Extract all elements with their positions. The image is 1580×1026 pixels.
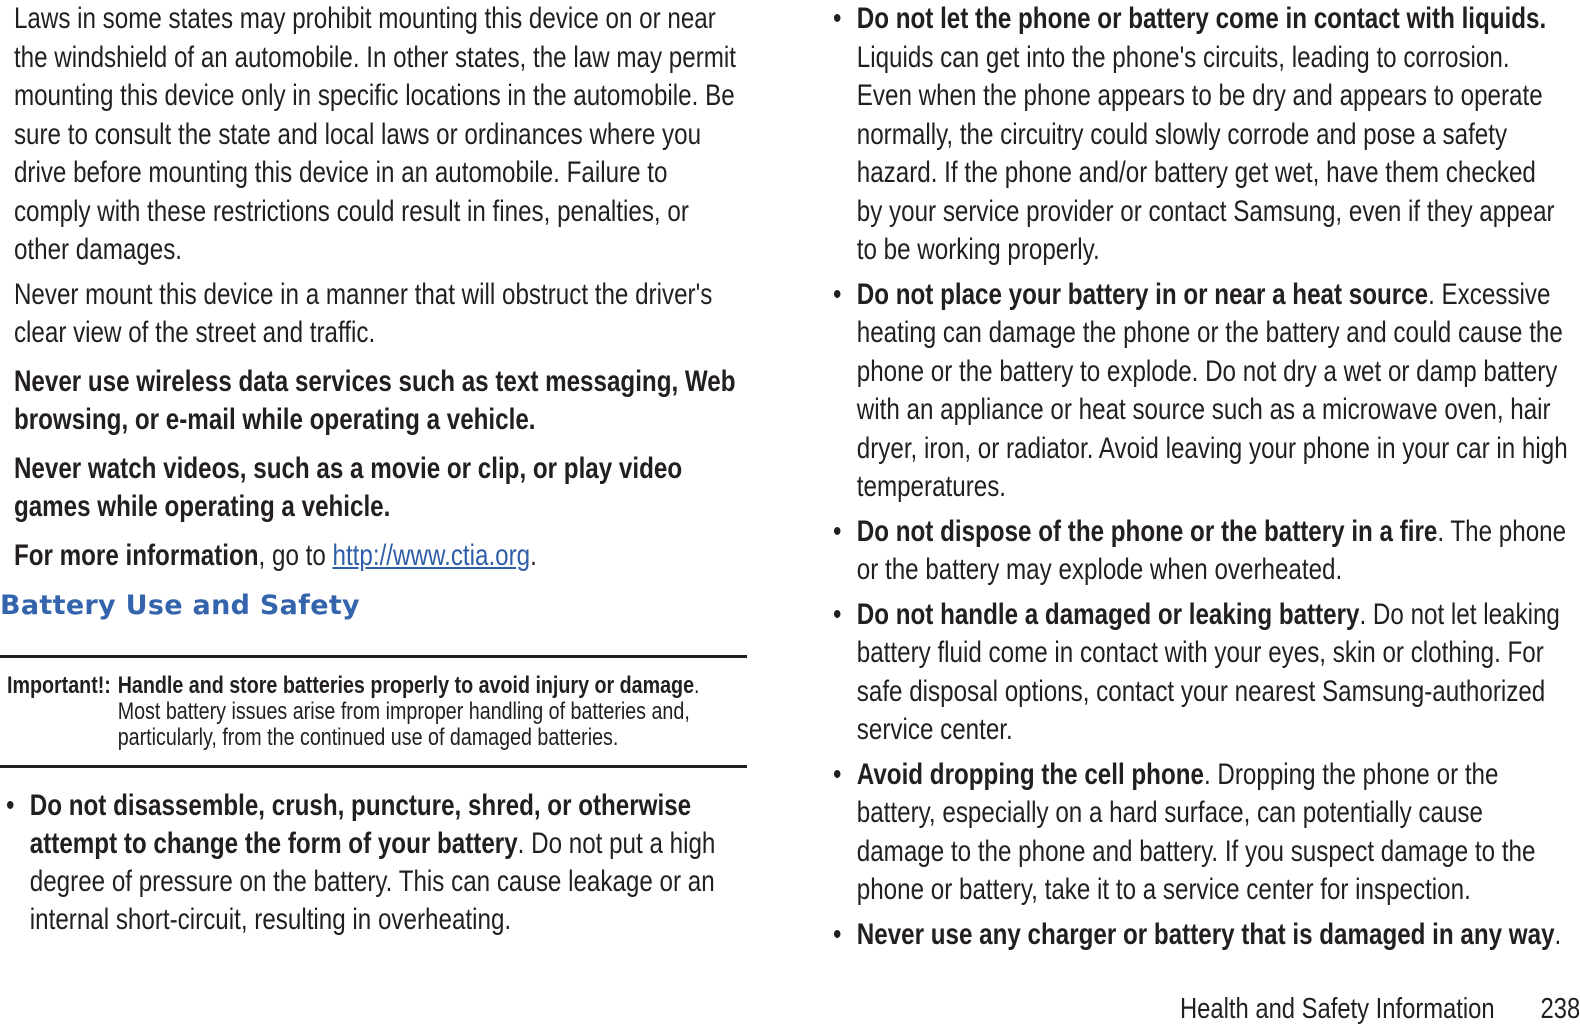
warning-wireless-data-text: Never use wireless data services such as text messaging, Web browsing, or e-mail while operating a vehicle. (13, 364, 736, 436)
bullet-text: . Excessive heating can damage the phone or the battery and could cause the phone or the battery to explode. Do not dry a wet or damp battery with an appliance or heat source such as a microwave oven, hair dryer, iron, or radiator. Avoid leaving your phone in your car in high temperatures. (856, 277, 1568, 503)
bullet-bold-text: Do not disassemble, crush, puncture, shred, or otherwise attempt to change the form of your battery (29, 789, 692, 860)
important-note (7, 673, 729, 751)
bullet-bold-text: Never use any charger or battery that is damaged in any way (856, 917, 1555, 951)
more-information-period: . (530, 538, 537, 572)
bullet-bold-text: Avoid dropping the cell phone (856, 757, 1204, 791)
note-top-rule (0, 655, 747, 658)
left-text-block (0, 0, 738, 575)
ctia-link[interactable]: http://www.ctia.org (332, 538, 531, 572)
bullet-text: . Do not put a high degree of pressure on the battery. This can cause leakage or an internal short-circuit, resulting in overheating. (29, 827, 716, 936)
note-label: Important!: (7, 672, 111, 699)
bullet-text: . The phone or the battery may explode when overheated. (856, 514, 1567, 586)
bullet-item-fire (833, 513, 1568, 590)
bullet-text: . Do not let leaking battery fluid come in contact with your eyes, skin or clothing. For safe disposal options, contact your nearest Samsung-authorized service center. (856, 597, 1560, 746)
bullet-item-dropping (833, 756, 1568, 910)
paragraph-mounting-laws: Laws in some states may prohibit mounting this device on or near the windshield of an automobile. In other states, the law may permit mounting this device only in specific locations in the automobile. Be sure to consult the state and local laws or ordinances where you drive before mounting this device in an automobile. Failure to comply with these restrictions could result in fines, penalties, or other damages. (13, 2, 737, 266)
warning-videos (14, 450, 738, 527)
note-bottom-rule (0, 765, 747, 768)
bullet-bold-text: Do not let the phone or battery come in contact with liquids. (856, 2, 1547, 35)
warning-wireless-data (14, 363, 738, 440)
section-title: Battery Use and Safety (0, 590, 360, 621)
warning-videos-text: Never watch videos, such as a movie or clip, or play video games while operating a vehicle. (13, 451, 683, 523)
bullet-item-leaking (833, 596, 1568, 750)
bullet-item-charger (833, 916, 1568, 955)
bullet-dot-icon: • (833, 757, 842, 791)
bullet-item-liquids (833, 0, 1568, 270)
right-column (833, 0, 1566, 954)
bullet-bold-text: Do not dispose of the phone or the battery in a fire (856, 514, 1438, 548)
bullet-bold-text: Do not place your battery in or near a heat source (856, 277, 1429, 311)
footer-section-name: Health and Safety Information (1180, 993, 1495, 1025)
bullet-text: . Dropping the phone or the battery, especially on a hard surface, can potentially cause damage to the phone and battery. If you suspect damage to the phone or battery, take it to a service center for inspection. (856, 757, 1536, 906)
note-body (118, 673, 729, 751)
page-footer (1180, 993, 1580, 1026)
bullet-dot-icon: • (833, 2, 842, 35)
bullet-dot-icon: • (6, 789, 15, 822)
right-bullets-block (833, 0, 1568, 954)
bullet-text: Liquids can get into the phone's circuits, leading to corrosion. Even when the phone appears to be dry and appears to operate normally, the circuitry could slowly corrode and pose a safety hazard. If the phone and/or battery get wet, have them checked by your service provider or contact Samsung, even if they appear to be working properly. (856, 40, 1555, 266)
note-text: . Most battery issues arise from improper handling of batteries and, particularly, from the continued use of damaged batteries. (117, 672, 700, 751)
page-number: 238 (1540, 993, 1580, 1025)
left-bullets-block (6, 787, 747, 939)
bullet-item-disassemble (6, 787, 747, 939)
bullet-dot-icon: • (833, 917, 842, 951)
bullet-bold-text: Do not handle a damaged or leaking battery (856, 597, 1360, 631)
bullet-dot-icon: • (833, 514, 842, 548)
bullet-dot-icon: • (833, 597, 842, 631)
more-information (14, 537, 738, 576)
bullet-item-heat-source (833, 276, 1568, 507)
more-information-label: For more information (13, 538, 259, 572)
bullet-text: . (1554, 917, 1562, 951)
left-bullets (6, 787, 756, 939)
more-information-go-to: , go to (258, 538, 333, 572)
paragraph-obstruct-view: Never mount this device in a manner that will obstruct the driver's clear view of the street and traffic. (13, 277, 713, 349)
note-bold-text: Handle and store batteries properly to avoid injury or damage (117, 672, 695, 699)
bullet-dot-icon: • (833, 277, 842, 311)
left-column (0, 0, 750, 575)
